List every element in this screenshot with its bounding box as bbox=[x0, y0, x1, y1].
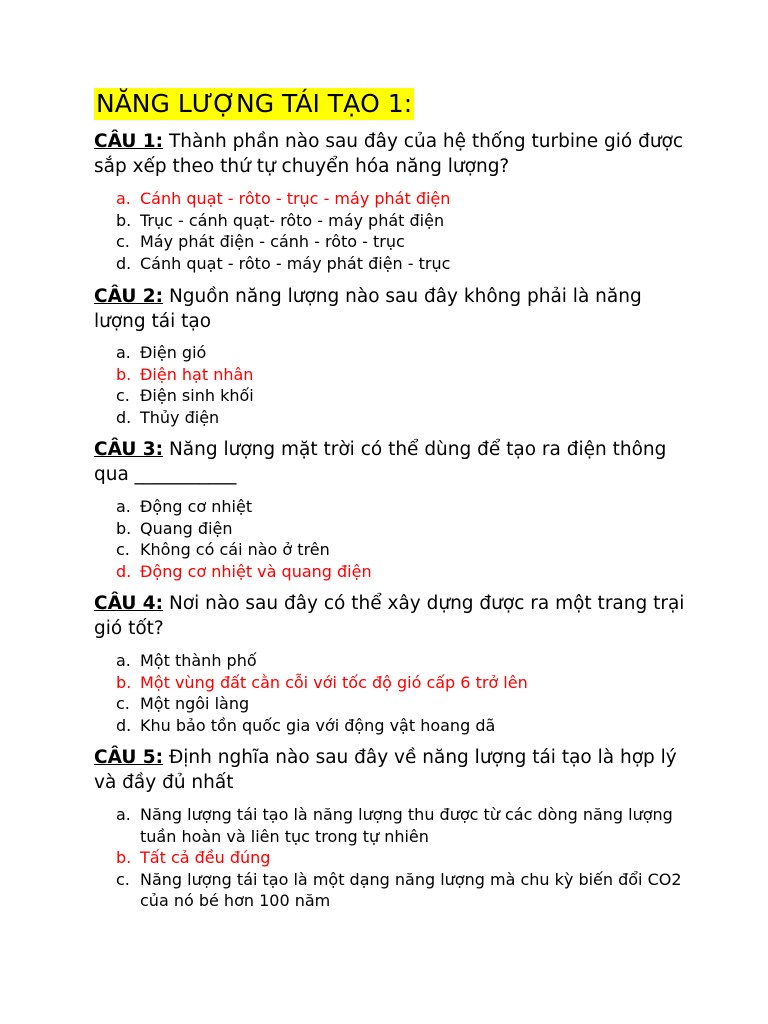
question-text: Định nghĩa nào sau đây về năng lượng tái tạo là hợp lý và đầy đủ nhất bbox=[94, 747, 677, 793]
option-letter: b. bbox=[116, 672, 132, 692]
option-text: Động cơ nhiệt và quang điện bbox=[140, 561, 372, 581]
question-label: CÂU 5: bbox=[94, 747, 164, 768]
option-letter: b. bbox=[116, 848, 132, 867]
option-c bbox=[116, 539, 696, 561]
option-b bbox=[116, 210, 696, 232]
option-letter: c. bbox=[116, 540, 130, 559]
question-1 bbox=[94, 129, 694, 179]
option-a bbox=[116, 650, 696, 672]
option-text: Một thành phố bbox=[140, 651, 257, 670]
option-d bbox=[116, 407, 696, 429]
option-text: Khu bảo tồn quốc gia với động vật hoang dã bbox=[140, 715, 496, 735]
options-list-2 bbox=[116, 342, 696, 428]
option-b bbox=[116, 364, 696, 386]
option-letter: c. bbox=[116, 869, 130, 889]
question-label: CÂU 4: bbox=[94, 593, 164, 614]
option-text: Không có cái nào ở trên bbox=[140, 540, 330, 559]
option-letter: c. bbox=[116, 694, 130, 713]
options-list-4 bbox=[116, 650, 696, 736]
option-text: Một ngôi làng bbox=[140, 694, 250, 713]
question-3 bbox=[94, 437, 694, 487]
options-list-3 bbox=[116, 496, 696, 582]
option-c bbox=[116, 869, 696, 912]
option-letter: a. bbox=[116, 805, 131, 824]
option-a bbox=[116, 342, 696, 364]
option-text: Tất cả đều đúng bbox=[140, 848, 271, 867]
option-text: Cánh quạt - rôto - máy phát điện - trục bbox=[140, 253, 451, 273]
option-letter: d. bbox=[116, 253, 132, 273]
question-text: Nguồn năng lượng nào sau đây không phải là năng lượng tái tạo bbox=[94, 286, 642, 332]
option-text: Một vùng đất cằn cỗi với tốc độ gió cấp 6 trở lên bbox=[140, 672, 528, 692]
option-text: Động cơ nhiệt bbox=[140, 497, 253, 516]
option-d bbox=[116, 253, 696, 275]
option-letter: b. bbox=[116, 364, 132, 384]
option-letter: c. bbox=[116, 232, 130, 251]
option-c bbox=[116, 385, 696, 407]
option-letter: d. bbox=[116, 715, 132, 735]
option-text: Điện hạt nhân bbox=[140, 364, 254, 384]
option-a bbox=[116, 188, 696, 210]
option-d bbox=[116, 715, 696, 737]
option-a bbox=[116, 496, 696, 518]
option-text: Năng lượng tái tạo là năng lượng thu được từ các dòng năng lượng tuần hoàn và liên tục trong tự nhiên bbox=[140, 805, 673, 846]
option-letter: d. bbox=[116, 407, 132, 427]
option-c bbox=[116, 693, 696, 715]
option-text: Cánh quạt - rôto - trục - máy phát điện bbox=[140, 189, 451, 208]
option-text: Quang điện bbox=[140, 518, 233, 538]
options-list-1 bbox=[116, 188, 696, 274]
option-text: Điện sinh khối bbox=[140, 386, 254, 405]
option-letter: a. bbox=[116, 343, 131, 362]
option-text: Năng lượng tái tạo là một dạng năng lượng mà chu kỳ biến đổi CO2 của nó bé hơn 100 năm bbox=[140, 869, 682, 910]
question-label: CÂU 2: bbox=[94, 286, 164, 307]
question-text: Thành phần nào sau đây của hệ thống turbine gió được sắp xếp theo thứ tự chuyển hóa năng lượng? bbox=[94, 131, 684, 177]
question-4 bbox=[94, 591, 694, 641]
option-letter: b. bbox=[116, 518, 132, 538]
option-text: Trục - cánh quạt- rôto - máy phát điện bbox=[140, 210, 445, 230]
option-d bbox=[116, 561, 696, 583]
option-letter: a. bbox=[116, 189, 131, 208]
option-text: Thủy điện bbox=[140, 407, 220, 427]
option-text: Máy phát điện - cánh - rôto - trục bbox=[140, 232, 405, 251]
question-text: Năng lượng mặt trời có thể dùng để tạo ra điện thông qua ___________ bbox=[94, 439, 667, 485]
question-label: CÂU 1: bbox=[94, 131, 164, 152]
option-b bbox=[116, 847, 696, 869]
option-b bbox=[116, 672, 696, 694]
question-text: Nơi nào sau đây có thể xây dựng được ra một trang trại gió tốt? bbox=[94, 593, 685, 639]
option-b bbox=[116, 518, 696, 540]
option-text: Điện gió bbox=[140, 343, 207, 362]
option-letter: a. bbox=[116, 497, 131, 516]
option-letter: d. bbox=[116, 561, 132, 581]
option-a bbox=[116, 804, 696, 847]
options-list-5 bbox=[116, 804, 696, 912]
question-2 bbox=[94, 284, 694, 334]
option-c bbox=[116, 231, 696, 253]
option-letter: c. bbox=[116, 386, 130, 405]
option-letter: b. bbox=[116, 210, 132, 230]
option-letter: a. bbox=[116, 651, 131, 670]
question-5 bbox=[94, 745, 694, 795]
document-title: NĂNG LƯỢNG TÁI TẠO 1: bbox=[96, 89, 413, 118]
question-label: CÂU 3: bbox=[94, 439, 164, 460]
